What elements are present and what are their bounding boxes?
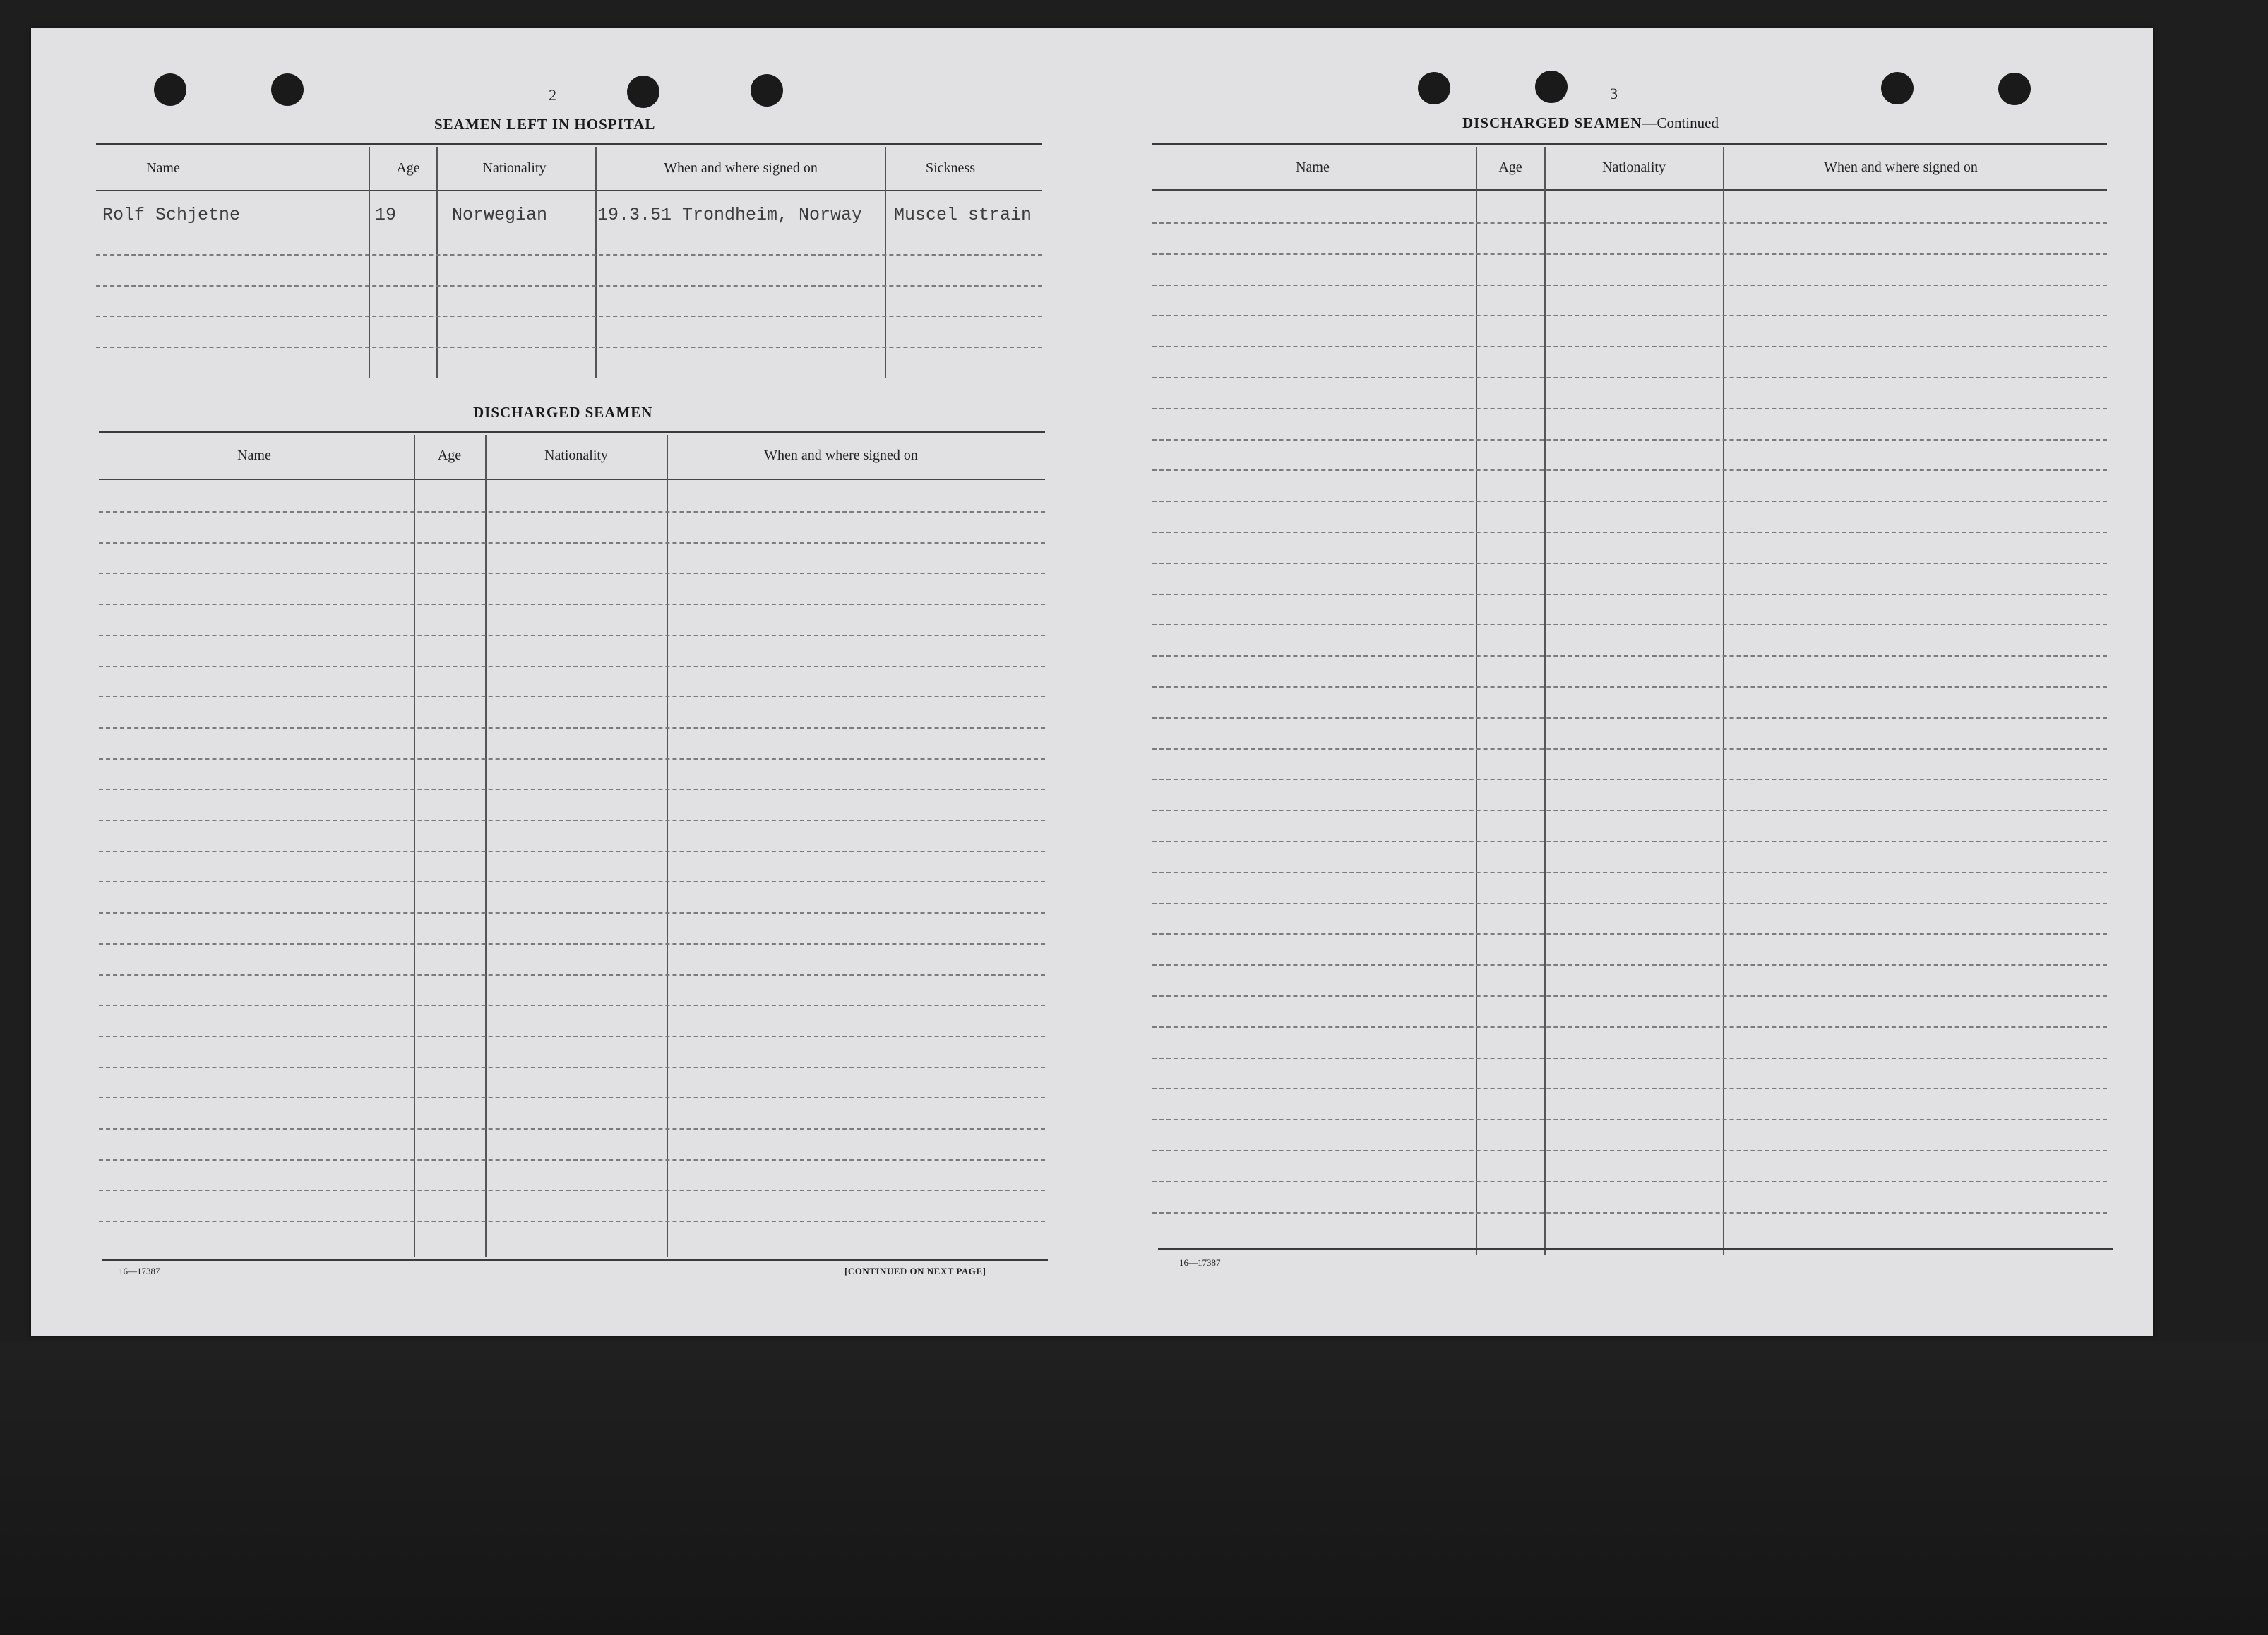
right-col-nationality: Nationality bbox=[1602, 160, 1666, 175]
right-title-main: DISCHARGED SEAMEN bbox=[1462, 114, 1642, 131]
hospital-row-nationality: Norwegian bbox=[452, 205, 548, 225]
ruled-line bbox=[1152, 1088, 2107, 1089]
ruled-line bbox=[99, 789, 1045, 790]
ruled-line bbox=[1152, 1119, 2107, 1120]
discharged-col-name: Name bbox=[237, 448, 271, 463]
ruled-line bbox=[1152, 933, 2107, 935]
ruled-line bbox=[1152, 285, 2107, 286]
ruled-line bbox=[99, 1128, 1045, 1130]
punch-hole-icon bbox=[1535, 71, 1568, 103]
ruled-line bbox=[96, 285, 1042, 287]
discharged-col-age: Age bbox=[437, 448, 462, 463]
table-top-rule bbox=[1152, 143, 2107, 145]
ruled-line bbox=[99, 573, 1045, 574]
ruled-line bbox=[1152, 439, 2107, 441]
punch-hole-icon bbox=[1881, 72, 1914, 104]
punch-hole-icon bbox=[627, 76, 659, 108]
ruled-line bbox=[1152, 532, 2107, 533]
ruled-line bbox=[1152, 655, 2107, 657]
ruled-line bbox=[99, 912, 1045, 914]
ruled-line bbox=[1152, 1212, 2107, 1214]
hospital-col-sickness: Sickness bbox=[926, 160, 975, 176]
punch-hole-icon bbox=[154, 73, 186, 106]
ruled-line bbox=[1152, 1181, 2107, 1182]
column-divider bbox=[667, 435, 668, 1257]
ruled-line bbox=[1152, 408, 2107, 409]
ruled-line bbox=[99, 1159, 1045, 1161]
ruled-line bbox=[99, 943, 1045, 945]
ruled-line bbox=[1152, 563, 2107, 564]
hospital-row-age: 19 bbox=[375, 205, 397, 225]
ruled-line bbox=[1152, 686, 2107, 688]
ruled-line bbox=[99, 974, 1045, 976]
ruled-line bbox=[1152, 964, 2107, 966]
ruled-line bbox=[1152, 841, 2107, 842]
column-divider bbox=[414, 435, 415, 1257]
ruled-line bbox=[1152, 903, 2107, 904]
ruled-line bbox=[1152, 1058, 2107, 1059]
hospital-section-title: SEAMEN LEFT IN HOSPITAL bbox=[434, 116, 656, 133]
ruled-line bbox=[99, 542, 1045, 544]
form-number-left: 16—17387 bbox=[119, 1266, 160, 1276]
ruled-line bbox=[1152, 624, 2107, 625]
page-number-left: 2 bbox=[549, 86, 556, 104]
ruled-line bbox=[1152, 748, 2107, 750]
hospital-row-signed-on: 19.3.51 Trondheim, Norway bbox=[597, 205, 863, 225]
hospital-row-sickness: Muscel strain bbox=[894, 205, 1032, 225]
ruled-line bbox=[1152, 253, 2107, 255]
column-divider bbox=[369, 147, 370, 378]
ruled-line bbox=[99, 604, 1045, 605]
ruled-line bbox=[1152, 1150, 2107, 1151]
ruled-line bbox=[1152, 501, 2107, 502]
ruled-line bbox=[1152, 315, 2107, 316]
ruled-line bbox=[99, 727, 1045, 729]
ruled-line bbox=[99, 1036, 1045, 1037]
ruled-line bbox=[1152, 779, 2107, 780]
hospital-row-name: Rolf Schjetne bbox=[102, 205, 241, 225]
right-col-signed-on: When and where signed on bbox=[1824, 160, 1978, 175]
discharged-col-signed-on: When and where signed on bbox=[764, 448, 918, 463]
ruled-line bbox=[99, 820, 1045, 821]
continued-note: [CONTINUED ON NEXT PAGE] bbox=[844, 1266, 986, 1276]
hospital-col-name: Name bbox=[146, 160, 180, 176]
hospital-col-age: Age bbox=[396, 160, 420, 176]
ruled-line bbox=[99, 1067, 1045, 1068]
right-title-suffix: —Continued bbox=[1642, 114, 1719, 131]
table-bottom-rule bbox=[102, 1259, 1048, 1261]
column-divider bbox=[885, 147, 886, 378]
header-rule bbox=[1152, 189, 2107, 191]
ruled-line bbox=[99, 881, 1045, 882]
ruled-line bbox=[96, 347, 1042, 348]
ruled-line bbox=[99, 635, 1045, 636]
header-rule bbox=[99, 479, 1045, 480]
ruled-line bbox=[99, 1097, 1045, 1098]
ruled-line bbox=[1152, 810, 2107, 811]
ruled-line bbox=[1152, 377, 2107, 378]
ruled-line bbox=[1152, 872, 2107, 873]
discharged-col-nationality: Nationality bbox=[544, 448, 608, 463]
table-top-rule bbox=[99, 431, 1045, 433]
ruled-line bbox=[1152, 1026, 2107, 1028]
ruled-line bbox=[99, 696, 1045, 697]
header-rule bbox=[96, 190, 1042, 191]
ruled-line bbox=[1152, 222, 2107, 224]
document-sheet bbox=[31, 28, 2153, 1336]
right-col-age: Age bbox=[1498, 160, 1522, 175]
scanner-background bbox=[0, 1341, 2268, 1635]
ruled-line bbox=[99, 758, 1045, 760]
hospital-col-signed-on: When and where signed on bbox=[664, 160, 818, 176]
punch-hole-icon bbox=[271, 73, 304, 106]
punch-hole-icon bbox=[1998, 73, 2031, 105]
ruled-line bbox=[1152, 346, 2107, 347]
ruled-line bbox=[99, 1190, 1045, 1191]
ruled-line bbox=[99, 511, 1045, 513]
column-divider bbox=[485, 435, 487, 1257]
right-col-name: Name bbox=[1296, 160, 1330, 175]
ruled-line bbox=[99, 666, 1045, 667]
ruled-line bbox=[1152, 995, 2107, 997]
right-section-title bbox=[1462, 114, 1719, 132]
ruled-line bbox=[99, 1221, 1045, 1222]
ruled-line bbox=[99, 851, 1045, 852]
ruled-line bbox=[96, 316, 1042, 317]
column-divider bbox=[595, 147, 597, 378]
page-number-right: 3 bbox=[1610, 85, 1618, 102]
form-number-right: 16—17387 bbox=[1179, 1257, 1221, 1268]
punch-hole-icon bbox=[1418, 72, 1450, 104]
table-bottom-rule bbox=[1158, 1248, 2113, 1250]
ruled-line bbox=[1152, 717, 2107, 719]
ruled-line bbox=[1152, 469, 2107, 471]
discharged-section-title: DISCHARGED SEAMEN bbox=[473, 404, 653, 421]
ruled-line bbox=[96, 254, 1042, 256]
table-top-rule bbox=[96, 143, 1042, 145]
column-divider bbox=[436, 147, 438, 378]
ruled-line bbox=[1152, 594, 2107, 595]
ruled-line bbox=[99, 1005, 1045, 1006]
hospital-col-nationality: Nationality bbox=[482, 160, 547, 176]
punch-hole-icon bbox=[751, 74, 783, 107]
